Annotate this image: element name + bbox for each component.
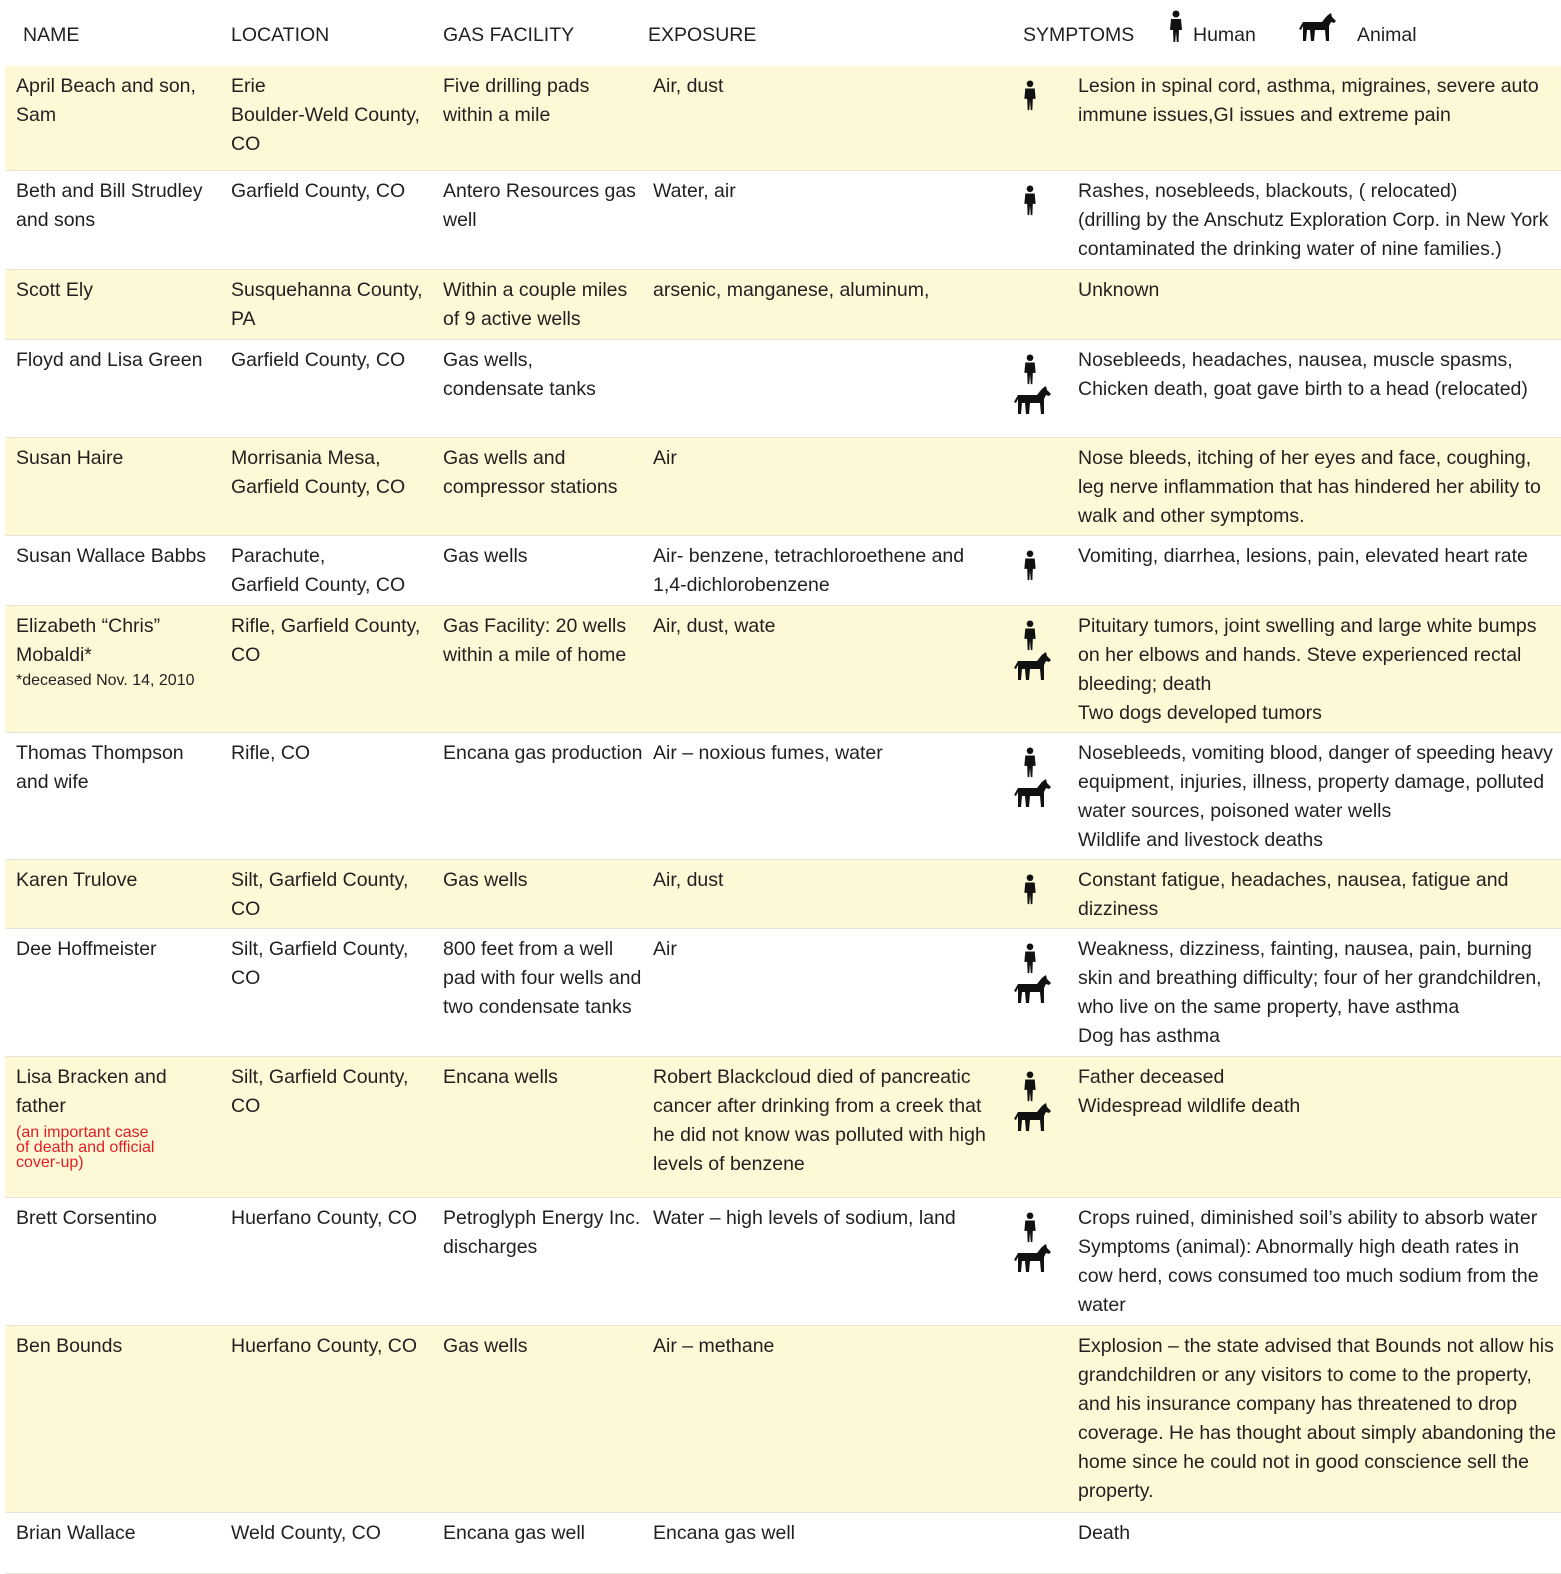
table-row — [5, 171, 1561, 270]
legend-animal-label: Animal — [1357, 24, 1417, 46]
symptoms-cell: Explosion – the state advised that Bounds not allow his grandchildren or any visitors to come to the property, and his insurance company has threatened to drop coverage. He has thought about simply abandoning the home since he could not in good conscience sell the property. — [1078, 1335, 1557, 1502]
location-cell: Silt, Garfield County, CO — [231, 869, 409, 920]
affected-icons — [1019, 80, 1059, 112]
table-row — [5, 536, 1561, 606]
exposure-cell: Air, dust — [653, 75, 724, 97]
gas-facility-cell: Gas wells — [443, 869, 528, 891]
gas-facility-cell: Encana wells — [443, 1066, 558, 1088]
symptoms-cell: Rashes, nosebleeds, blackouts, ( relocated) (drilling by the Anschutz Exploration Corp. in New York contaminated the drinking water of nine families.) — [1078, 180, 1549, 260]
exposure-cell: Air – methane — [653, 1335, 775, 1357]
animal-icon — [1019, 386, 1059, 416]
location-cell: Garfield County, CO — [231, 349, 406, 371]
human-icon — [1019, 1212, 1059, 1244]
exposure-cell: Air – noxious fumes, water — [653, 742, 883, 764]
gas-facility-cell: Gas wells and compressor stations — [443, 447, 618, 498]
case-name: Thomas Thompson and wife — [16, 742, 184, 793]
gas-facility-cell: Gas wells — [443, 545, 528, 567]
case-name: Ben Bounds — [16, 1335, 123, 1357]
exposure-cell: Water, air — [653, 180, 736, 202]
table-header — [0, 0, 1561, 66]
table-row — [5, 438, 1561, 536]
exposure-cell: Robert Blackcloud died of pancreatic cancer after drinking from a creek that he did not know was polluted with high levels of benzene — [653, 1066, 986, 1175]
case-name: Karen Trulove — [16, 869, 138, 891]
case-note: (an important case of death and official cover-up) — [16, 1124, 155, 1171]
table-row — [5, 606, 1561, 733]
table-row — [5, 270, 1561, 340]
animal-icon — [1019, 779, 1059, 809]
human-icon — [1019, 80, 1059, 112]
affected-icons — [1019, 185, 1059, 217]
location-cell: Parachute, Garfield County, CO — [231, 545, 406, 596]
affected-icons — [1019, 943, 1059, 1005]
gas-facility-cell: Gas wells, condensate tanks — [443, 349, 596, 400]
gas-facility-cell: 800 feet from a well pad with four wells and two condensate tanks — [443, 938, 642, 1018]
symptoms-cell: Pituitary tumors, joint swelling and large white bumps on her elbows and hands. Steve experienced rectal bleeding; death Two dogs developed tumors — [1078, 615, 1537, 724]
animal-icon — [1298, 13, 1338, 43]
table-row — [5, 340, 1561, 438]
exposure-cell: Air, dust — [653, 869, 724, 891]
header-location: LOCATION — [231, 24, 330, 46]
data-table — [5, 66, 1561, 1574]
symptoms-cell: Weakness, dizziness, fainting, nausea, pain, burning skin and breathing difficulty; four of her grandchildren, who live on the same property, have asthma Dog has asthma — [1078, 938, 1542, 1047]
header-gas-facility: GAS FACILITY — [443, 24, 575, 46]
human-icon — [1019, 185, 1059, 217]
human-icon — [1019, 874, 1059, 906]
location-cell: Erie Boulder-Weld County, CO — [231, 75, 420, 155]
deceased-note: *deceased Nov. 14, 2010 — [16, 672, 195, 689]
exposure-cell: Air — [653, 447, 677, 469]
table-row — [5, 1513, 1561, 1574]
symptoms-cell: Nose bleeds, itching of her eyes and face, coughing, leg nerve inflammation that has hindered her ability to walk and other symptoms. — [1078, 447, 1541, 527]
location-cell: Silt, Garfield County, CO — [231, 1066, 409, 1117]
symptoms-cell: Vomiting, diarrhea, lesions, pain, elevated heart rate — [1078, 545, 1528, 567]
location-cell: Huerfano County, CO — [231, 1335, 418, 1357]
symptoms-cell: Unknown — [1078, 279, 1160, 301]
gas-facility-cell: Gas wells — [443, 1335, 528, 1357]
exposure-cell: arsenic, manganese, aluminum, — [653, 279, 930, 301]
table-row — [5, 1326, 1561, 1513]
case-name: Susan Wallace Babbs — [16, 545, 207, 567]
gas-facility-cell: Within a couple miles of 9 active wells — [443, 279, 628, 330]
case-name: Susan Haire — [16, 447, 124, 469]
exposure-cell: Air, dust, wate — [653, 615, 776, 637]
human-icon — [1019, 1071, 1059, 1103]
table-row — [5, 1198, 1561, 1326]
symptoms-cell: Nosebleeds, headaches, nausea, muscle spasms, Chicken death, goat gave birth to a head (relocated) — [1078, 349, 1528, 400]
affected-icons — [1019, 354, 1059, 416]
exposure-cell: Air- benzene, tetrachloroethene and 1,4-dichlorobenzene — [653, 545, 965, 596]
case-name: Dee Hoffmeister — [16, 938, 157, 960]
case-name: Brian Wallace — [16, 1522, 136, 1544]
case-name: Beth and Bill Strudley and sons — [16, 180, 203, 231]
location-cell: Garfield County, CO — [231, 180, 406, 202]
table-row — [5, 860, 1561, 929]
table-row — [5, 733, 1561, 860]
symptoms-cell: Lesion in spinal cord, asthma, migraines, severe auto immune issues,GI issues and extreme pain — [1078, 75, 1539, 126]
table-row — [5, 1057, 1561, 1198]
location-cell: Morrisania Mesa, Garfield County, CO — [231, 447, 406, 498]
exposure-cell: Encana gas well — [653, 1522, 796, 1544]
affected-icons — [1019, 620, 1059, 682]
human-icon — [1019, 550, 1059, 582]
exposure-cell: Water – high levels of sodium, land — [653, 1207, 956, 1229]
case-name: Lisa Bracken and father (an important case of death and official cover-up) — [16, 1063, 221, 1170]
legend-human-label: Human — [1193, 24, 1256, 46]
location-cell: Huerfano County, CO — [231, 1207, 418, 1229]
gas-facility-cell: Gas Facility: 20 wells within a mile of home — [443, 615, 627, 666]
affected-icons — [1019, 1071, 1059, 1133]
gas-facility-cell: Encana gas well — [443, 1522, 586, 1544]
affected-icons — [1019, 550, 1059, 582]
symptoms-cell: Constant fatigue, headaches, nausea, fatigue and dizziness — [1078, 869, 1509, 920]
header-name: NAME — [23, 24, 80, 46]
gas-facility-cell: Antero Resources gas well — [443, 180, 636, 231]
location-cell: Rifle, CO — [231, 742, 311, 764]
affected-icons — [1019, 874, 1059, 906]
gas-facility-cell: Petroglyph Energy Inc. discharges — [443, 1207, 641, 1258]
case-name: Elizabeth “Chris” Mobaldi* *deceased Nov. 14, 2010 — [16, 612, 221, 692]
location-cell: Susquehanna County, PA — [231, 279, 423, 330]
location-cell: Rifle, Garfield County, CO — [231, 615, 421, 666]
animal-icon — [1019, 1103, 1059, 1133]
case-name: Floyd and Lisa Green — [16, 349, 203, 371]
human-icon — [1019, 943, 1059, 975]
header-exposure: EXPOSURE — [648, 24, 757, 46]
table-row — [5, 66, 1561, 171]
affected-icons — [1019, 747, 1059, 809]
case-name: Scott Ely — [16, 279, 93, 301]
animal-icon — [1019, 1244, 1059, 1274]
location-cell: Silt, Garfield County, CO — [231, 938, 409, 989]
human-icon — [1165, 10, 1187, 44]
gas-facility-cell: Encana gas production — [443, 742, 643, 764]
case-name: April Beach and son, Sam — [16, 75, 196, 126]
animal-icon — [1019, 652, 1059, 682]
header-symptoms: SYMPTOMS — [1023, 24, 1135, 46]
gas-facility-cell: Five drilling pads within a mile — [443, 75, 590, 126]
symptoms-cell: Crops ruined, diminished soil’s ability to absorb water Symptoms (animal): Abnormally high death rates in cow herd, cows consumed too much sodium from the water — [1078, 1207, 1539, 1316]
table-row — [5, 929, 1561, 1057]
affected-icons — [1019, 1212, 1059, 1274]
case-name: Brett Corsentino — [16, 1207, 157, 1229]
symptoms-cell: Father deceased Widespread wildlife death — [1078, 1066, 1301, 1117]
animal-icon — [1019, 975, 1059, 1005]
exposure-cell: Air — [653, 938, 677, 960]
location-cell: Weld County, CO — [231, 1522, 381, 1544]
symptoms-cell: Nosebleeds, vomiting blood, danger of speeding heavy equipment, injuries, illness, property damage, polluted water sources, poisoned water wells Wildlife and livestock deaths — [1078, 742, 1553, 851]
human-icon — [1019, 747, 1059, 779]
human-icon — [1019, 620, 1059, 652]
human-icon — [1019, 354, 1059, 386]
symptoms-cell: Death — [1078, 1522, 1131, 1544]
